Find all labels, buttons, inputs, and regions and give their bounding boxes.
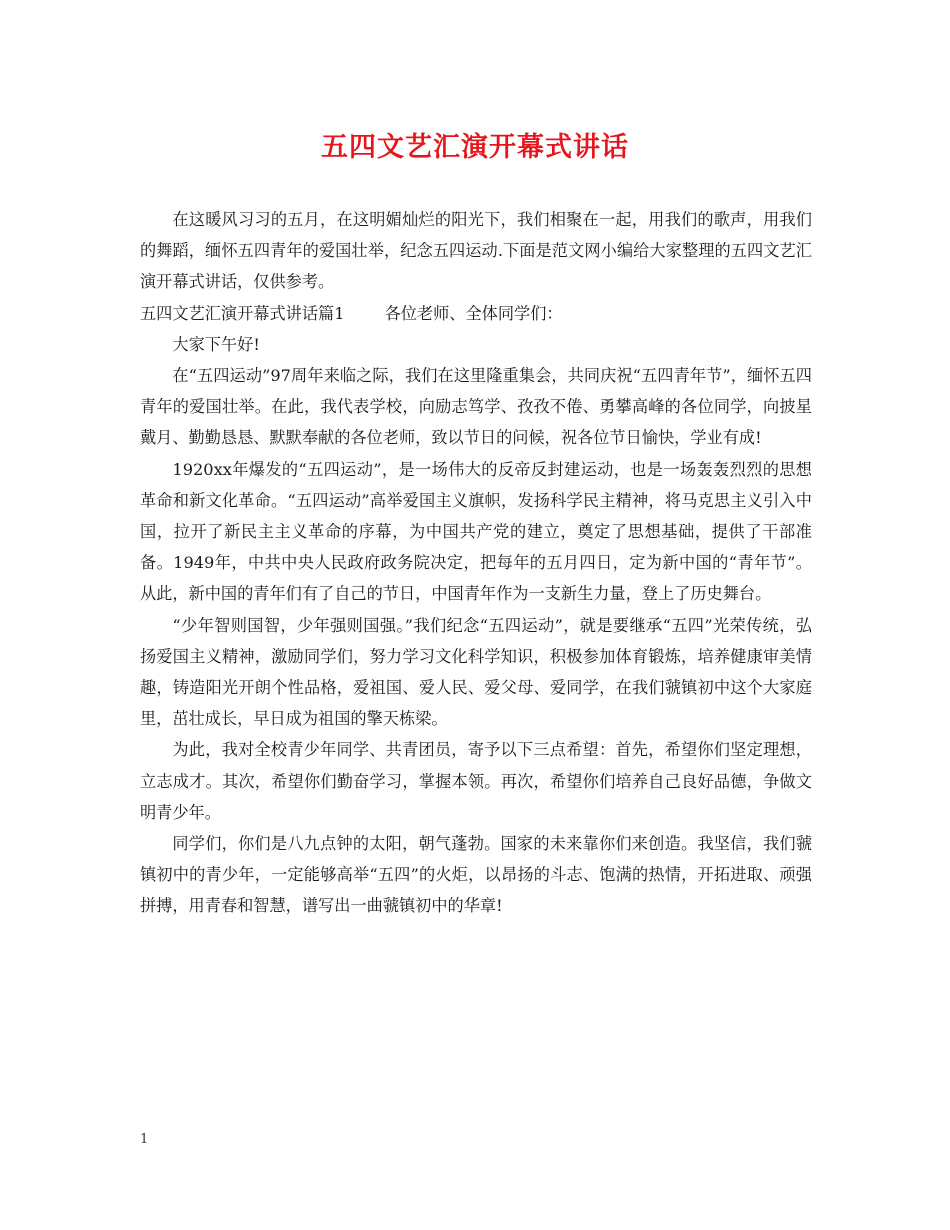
body-paragraph: 同学们，你们是八九点钟的太阳，朝气蓬勃。国家的未来靠你们来创造。我坚信，我们虢镇初中的青少年，一定能够高举“五四”的火炬，以昂扬的斗志、饱满的热情，开拓进取、顽强拼搏，用青春和智慧，谱写出一曲虢镇初中的华章! — [140, 834, 812, 916]
section-heading-line — [140, 298, 812, 329]
greeting: 大家下午好! — [172, 334, 260, 354]
body-paragraph: 1920xx年爆发的“五四运动”，是一场伟大的反帝反封建运动，也是一场轰轰烈烈的思想革命和新文化革命。“五四运动”高举爱国主义旗帜，发扬科学民主精神，将马克思主义引入中国，拉开了新民主主义革命的序幕，为中国共产党的建立，奠定了思想基础，提供了干部准备。1949年，中共中央人民政府政务院决定，把每年的五月四日，定为新中国的“青年节”。从此，新中国的青年们有了自己的节日，中国青年作为一支新生力量，登上了历史舞台。 — [140, 459, 812, 604]
document-body — [140, 204, 812, 922]
document-title: 五四文艺汇演开幕式讲话 — [321, 132, 629, 163]
body-paragraph: 为此，我对全校青少年同学、共青团员，寄予以下三点希望：首先，希望你们坚定理想，立志成才。其次，希望你们勤奋学习，掌握本领。再次，希望你们培养自己良好品德，争做文明青少年。 — [140, 740, 812, 822]
salutation: 各位老师、全体同学们： — [384, 303, 563, 323]
page-number: 1 — [140, 1132, 149, 1147]
intro-paragraph: 在这暖风习习的五月，在这明媚灿烂的阳光下，我们相聚在一起，用我们的歌声，用我们的舞蹈，缅怀五四青年的爱国壮举，纪念五四运动.下面是范文网小编给大家整理的五四文艺汇演开幕式讲话，仅供参考。 — [140, 210, 812, 292]
body-paragraph: 在“五四运动”97周年来临之际，我们在这里隆重集会，共同庆祝“五四青年节”，缅怀五四青年的爱国壮举。在此，我代表学校，向励志笃学、孜孜不倦、勇攀高峰的各位同学，向披星戴月、勤勤恳恳、默默奉献的各位老师，致以节日的问候，祝各位节日愉快，学业有成! — [140, 366, 812, 448]
body-paragraph: “少年智则国智，少年强则国强。”我们纪念“五四运动”，就是要继承“五四”光荣传统，弘扬爱国主义精神，激励同学们，努力学习文化科学知识，积极参加体育锻炼，培养健康审美情趣，铸造阳光开朗个性品格，爱祖国、爱人民、爱父母、爱同学，在我们虢镇初中这个大家庭里，茁壮成长，早日成为祖国的擎天栋梁。 — [140, 615, 812, 729]
section-heading: 五四文艺汇演开幕式讲话篇1 — [140, 303, 345, 323]
